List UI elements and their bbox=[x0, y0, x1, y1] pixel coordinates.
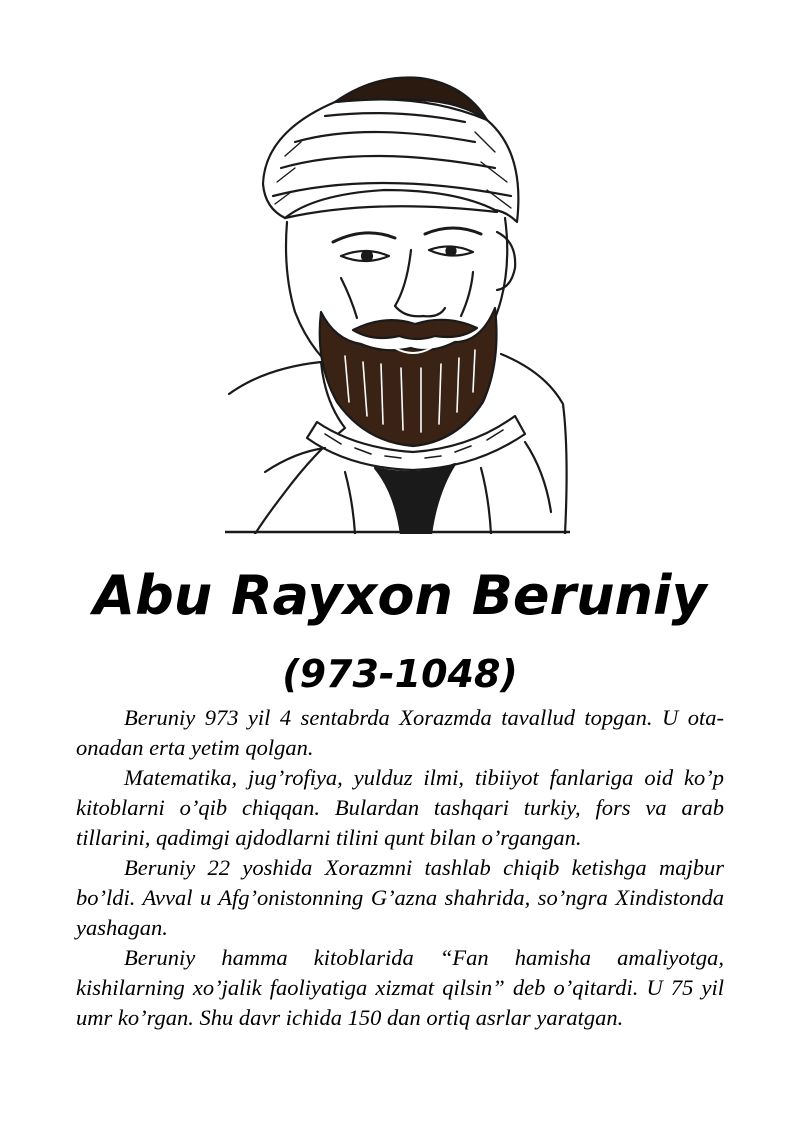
paragraph-birth: Beruniy 973 yil 4 sentabrda Xorazmda tavallud topgan. U ota-onadan erta yetim qolgan. bbox=[76, 705, 724, 760]
mustache bbox=[353, 320, 477, 339]
turban-outline bbox=[263, 99, 518, 222]
portrait-svg bbox=[225, 72, 570, 534]
paragraph-studies: Matematika, jug’rofiya, yulduz ilmi, tibiiyot fanlariga oid ko’p kitoblarni o’qib chiqqan. Bulardan tashqari turkiy, fors va arab tillarini, qadimgi ajdodlarni tilini qunt bilan o’rgangan. bbox=[76, 765, 724, 850]
page-title: Abu Rayxon Beruniy bbox=[93, 564, 707, 627]
life-years: (973-1048) bbox=[282, 652, 518, 696]
paragraph-legacy: Beruniy hamma kitoblarida “Fan hamisha amaliyotga, kishilarning xo’jalik faoliyatiga xizmat qilsin” deb o’qitardi. U 75 yil umr ko’rgan. Shu davr ichida 150 dan ortiq asrlar yaratgan. bbox=[76, 945, 724, 1030]
robe-opening bbox=[375, 464, 455, 534]
paragraph-travels: Beruniy 22 yoshida Xorazmni tashlab chiqib ketishga majbur bo’ldi. Avval u Afg’onistonning G’azna shahrida, so’ngra Xindistonda yashagan. bbox=[76, 855, 724, 940]
biography-text bbox=[76, 703, 724, 1033]
portrait-illustration bbox=[225, 72, 570, 534]
